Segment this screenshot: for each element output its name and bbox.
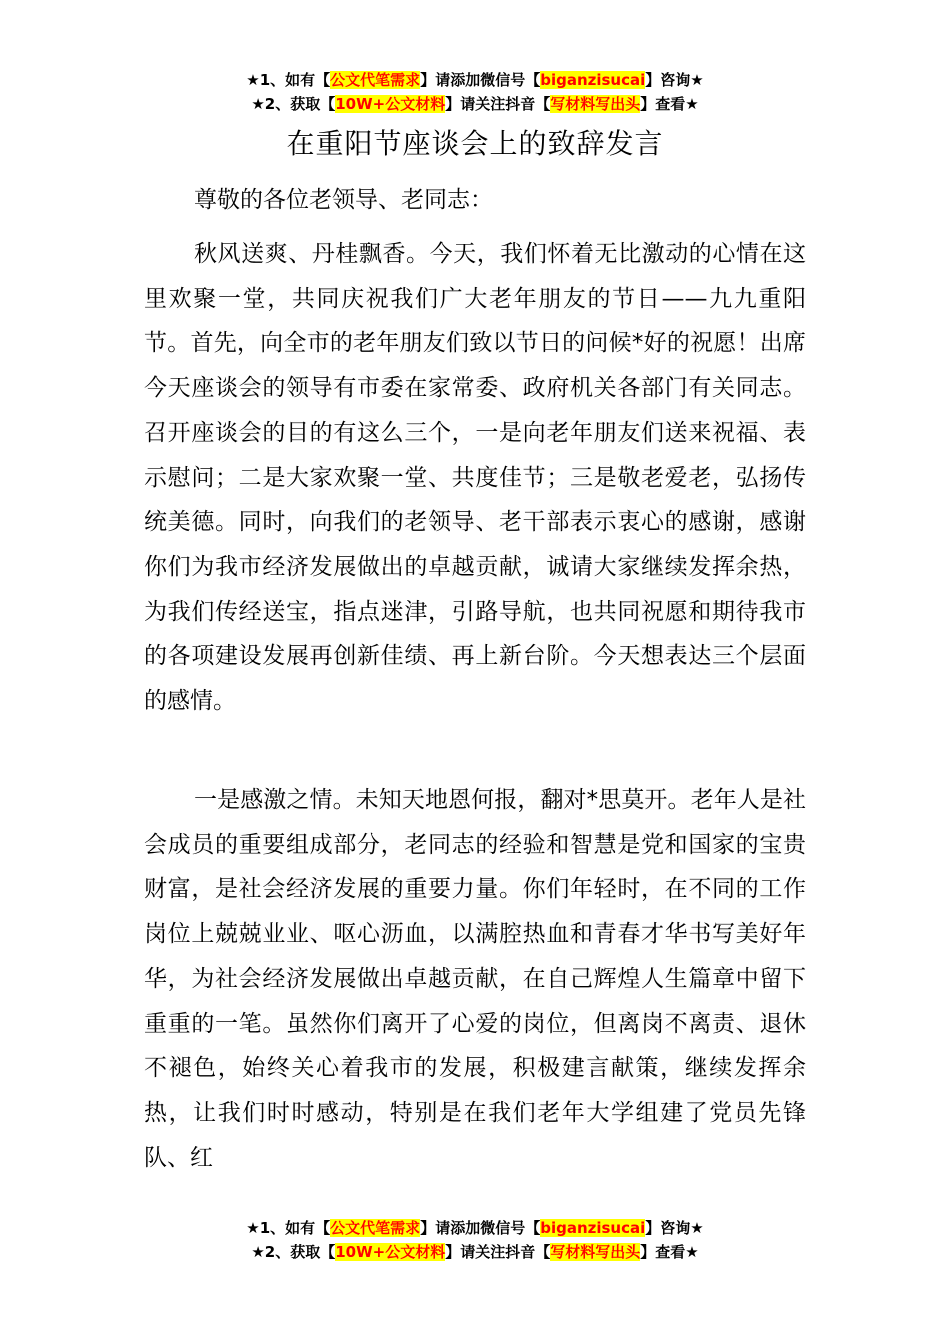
- banner-line-1-suffix: 】咨询★: [645, 71, 704, 89]
- paragraph-1-text: 秋风送爽、丹桂飘香。今天，我们怀着无比激动的心情在这里欢聚一堂，共同庆祝我们广大老年朋友的节日——九九重阳节。首先，向全市的老年朋友们致以节日的问候*好的祝愿！出席今天座谈会的领导有市委在家常委、政府机关各部门有关同志。召开座谈会的目的有这么三个，一是向老年朋友们送来祝福、表示慰问；二是大家欢聚一堂、共度佳节；三是敬老爱老，弘扬传统美德。同时，向我们的老领导、老干部表示衷心的感谢，感谢你们为我市经济发展做出的卓越贡献，诚请大家继续发挥余热，为我们传经送宝，指点迷津，引路导航，也共同祝愿和期待我市的各项建设发展再创新佳绩、再上新台阶。今天想表达三个层面的感情。: [144, 241, 806, 715]
- footer-line-1-suffix: 】咨询★: [645, 1219, 704, 1237]
- banner-line-1: [0, 68, 950, 92]
- footer-line-1-mid: 】请添加微信号【: [420, 1219, 541, 1237]
- salutation-text: 尊敬的各位老领导、老同志：: [194, 187, 493, 213]
- footer-line-2-highlight-1: 10W+公文材料: [335, 1243, 446, 1261]
- banner-line-2-suffix: 】查看★: [640, 95, 699, 113]
- banner-line-1-mid: 】请添加微信号【: [420, 71, 541, 89]
- footer-line-2-mid: 】请关注抖音【: [445, 1243, 551, 1261]
- footer-line-1-prefix: ★1、如有【: [246, 1219, 331, 1237]
- banner-line-1-prefix: ★1、如有【: [246, 71, 331, 89]
- footer-line-2-highlight-2: 写材料写出头: [550, 1243, 641, 1261]
- paragraph-2-text: 一是感激之情。未知天地恩何报，翻对*思莫开。老年人是社会成员的重要组成部分，老同志的经验和智慧是党和国家的宝贵财富，是社会经济发展的重要力量。你们年轻时，在不同的工作岗位上兢兢业业、呕心沥血，以满腔热血和青春才华书写美好年华，为社会经济发展做出卓越贡献，在自己辉煌人生篇章中留下重重的一笔。虽然你们离开了心爱的岗位，但离岗不离责、退休不褪色，始终关心着我市的发展，积极建言献策，继续发挥余热，让我们时时感动，特别是在我们老年大学组建了党员先锋队、红: [144, 787, 806, 1171]
- banner-line-1-highlight-1: 公文代笔需求: [330, 71, 421, 89]
- banner-line-2-prefix: ★2、获取【: [251, 95, 336, 113]
- footer-line-1-highlight-1: 公文代笔需求: [330, 1219, 421, 1237]
- header-banner: [0, 68, 950, 116]
- footer-banner: [0, 1216, 950, 1264]
- footer-banner-line-2: [0, 1240, 950, 1264]
- footer-line-2-suffix: 】查看★: [640, 1243, 699, 1261]
- banner-line-2: [0, 92, 950, 116]
- banner-line-2-mid: 】请关注抖音【: [445, 95, 551, 113]
- banner-line-2-highlight-2: 写材料写出头: [550, 95, 641, 113]
- footer-banner-line-1: [0, 1216, 950, 1240]
- paragraph-2: [144, 778, 806, 1180]
- footer-line-2-prefix: ★2、获取【: [251, 1243, 336, 1261]
- salutation: [144, 178, 806, 223]
- paragraph-1: [144, 232, 806, 724]
- banner-line-1-highlight-2: biganzisucai: [540, 71, 646, 89]
- footer-line-1-highlight-2: biganzisucai: [540, 1219, 646, 1237]
- banner-line-2-highlight-1: 10W+公文材料: [335, 95, 446, 113]
- document-title: 在重阳节座谈会上的致辞发言: [286, 127, 664, 160]
